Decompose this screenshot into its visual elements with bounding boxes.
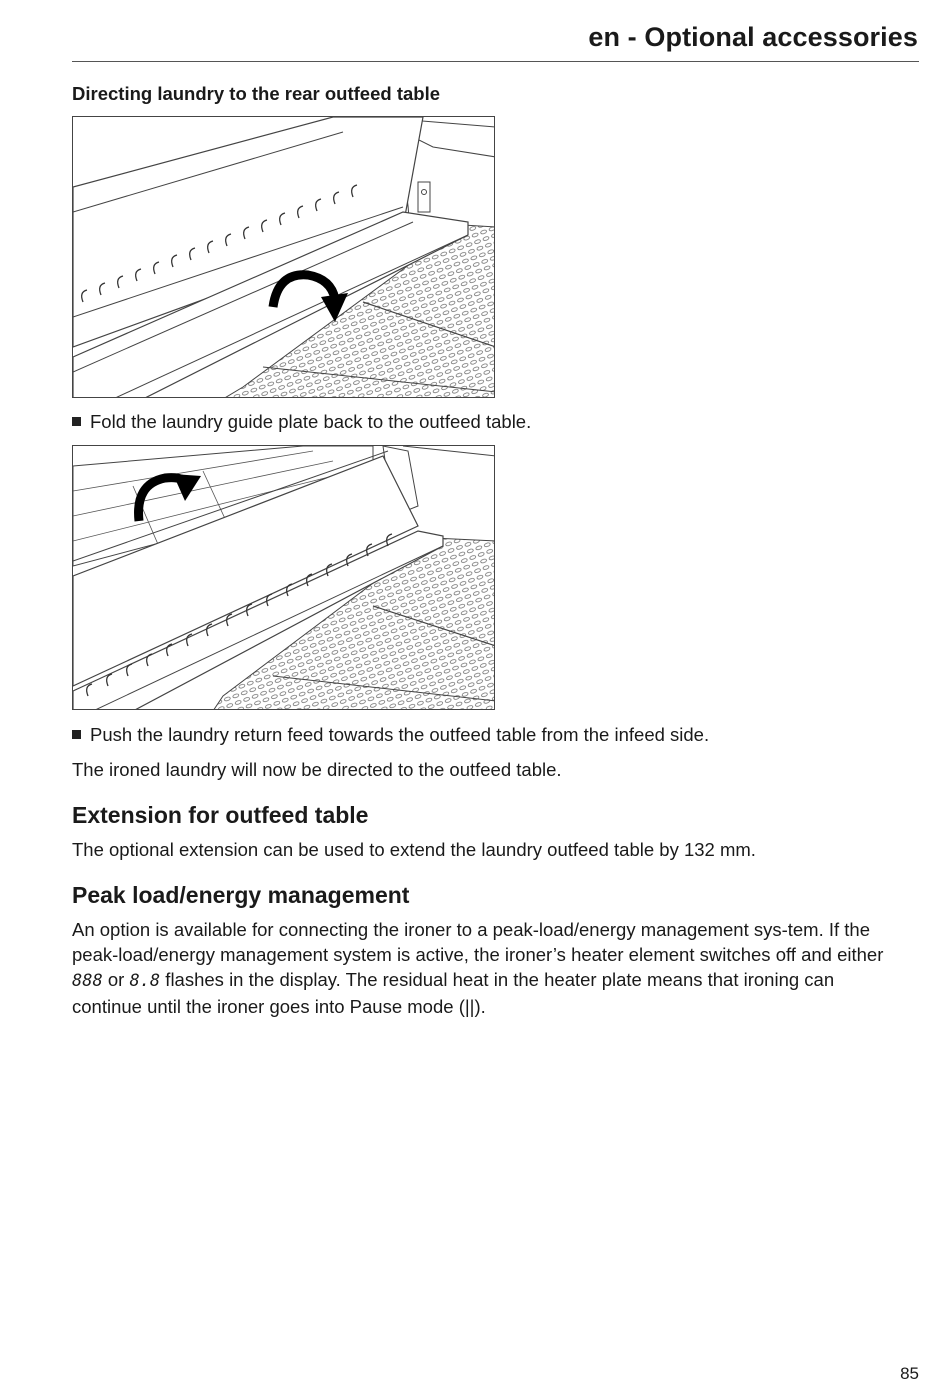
page-header-title: en - Optional accessories	[588, 22, 918, 52]
peak-body	[72, 917, 895, 1019]
peak-body-part3: flashes in the display. The residual heat in the heater plate means that ironing can continue until the ironer goes into Pause mode (||).	[72, 969, 835, 1017]
step-push-return-feed-text: Push the laundry return feed towards the outfeed table from the infeed side.	[90, 724, 710, 745]
extension-body: The optional extension can be used to extend the laundry outfeed table by 132 mm.	[72, 839, 756, 860]
header-divider	[72, 61, 919, 62]
page-number: 85	[900, 1364, 919, 1383]
peak-body-part1: An option is available for connecting the ironer to a peak-load/energy management sys-tem. If the peak-load/energy management system is active, the ironer’s heater element switches off and either	[72, 919, 884, 965]
step-push-return-feed	[72, 724, 709, 746]
step-fold-guide-plate	[72, 411, 531, 433]
extension-heading: Extension for outfeed table	[72, 802, 369, 828]
bullet-square-icon	[72, 417, 81, 426]
display-readout-8-8: 8.8	[129, 971, 161, 991]
peak-body-part2: or	[102, 969, 130, 990]
directing-heading: Directing laundry to the rear outfeed table	[72, 83, 441, 104]
display-readout-888: 888	[72, 971, 103, 991]
figure-fold-guide-plate	[72, 116, 495, 398]
step-fold-guide-plate-text: Fold the laundry guide plate back to the outfeed table.	[90, 411, 532, 432]
figure-push-return-feed	[72, 445, 495, 710]
directing-result: The ironed laundry will now be directed to the outfeed table.	[72, 759, 562, 780]
bullet-square-icon	[72, 730, 81, 739]
peak-heading: Peak load/energy management	[72, 882, 410, 908]
